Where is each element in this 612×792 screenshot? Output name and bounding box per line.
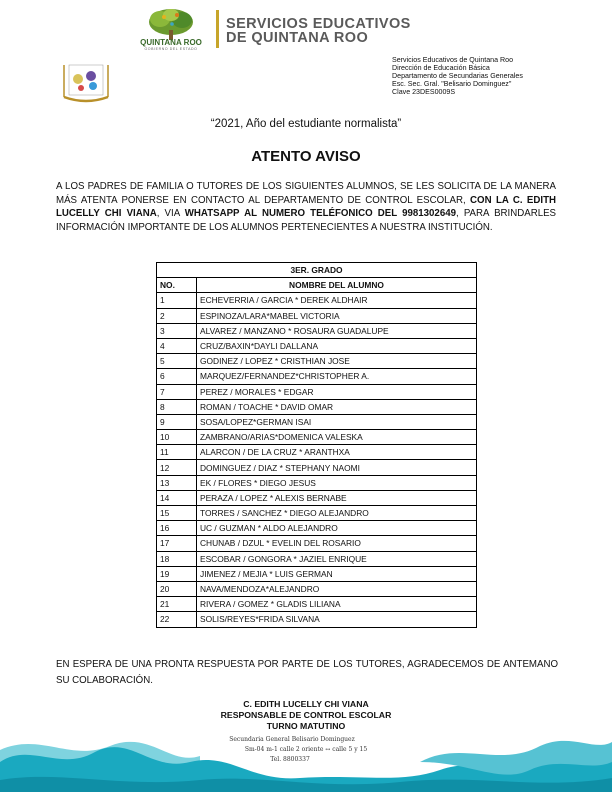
student-name: NAVA/MENDOZA*ALEJANDRO <box>197 581 477 596</box>
student-row <box>157 521 477 536</box>
column-header-row <box>157 278 477 293</box>
header-divider <box>216 10 219 48</box>
student-row <box>157 323 477 338</box>
intro-whatsapp-number: WHATSAPP AL NUMERO TELÉFONICO DEL 9981302649 <box>184 208 456 220</box>
students-table <box>156 262 477 628</box>
student-row <box>157 354 477 369</box>
student-number: 2 <box>157 308 197 323</box>
student-name: UC / GUZMAN * ALDO ALEJANDRO <box>197 521 477 536</box>
grade-header: 3ER. GRADO <box>157 263 477 278</box>
footer-address-line-1: Secundaria General Belisario Dominguez <box>229 736 355 743</box>
student-number: 20 <box>157 581 197 596</box>
student-name: PEREZ / MORALES * EDGAR <box>197 384 477 399</box>
student-row <box>157 308 477 323</box>
org-name-line-2: DE QUINTANA ROO <box>226 30 369 46</box>
student-name: CRUZ/BAXIN*DAYLI DALLANA <box>197 338 477 353</box>
student-number: 13 <box>157 475 197 490</box>
student-rows <box>157 293 477 627</box>
signature-shift: TURNO MATUTINO <box>266 721 346 731</box>
student-row <box>157 506 477 521</box>
notice-title: ATENTO AVISO <box>251 148 361 165</box>
student-number: 15 <box>157 506 197 521</box>
intro-paragraph <box>56 180 556 235</box>
state-sublabel: GOBIERNO DEL ESTADO <box>144 47 198 51</box>
student-name: GODINEZ / LOPEZ * CRISTHIAN JOSE <box>197 354 477 369</box>
school-info-line: Departamento de Secundarias Generales <box>392 72 523 81</box>
grade-header-row <box>157 263 477 278</box>
student-row <box>157 490 477 505</box>
student-number: 1 <box>157 293 197 308</box>
student-row <box>157 551 477 566</box>
footer-phone: Tel. 8800337 <box>270 756 310 763</box>
student-number: 10 <box>157 430 197 445</box>
student-name: ALVAREZ / MANZANO * ROSAURA GUADALUPE <box>197 323 477 338</box>
student-name: ZAMBRANO/ARIAS*DOMENICA VALESKA <box>197 430 477 445</box>
student-number: 4 <box>157 338 197 353</box>
student-name: DOMINGUEZ / DIAZ * STEPHANY NAOMI <box>197 460 477 475</box>
student-number: 5 <box>157 354 197 369</box>
year-motto: “2021, Año del estudiante normalista” <box>210 118 402 130</box>
student-name: ESPINOZA/LARA*MABEL VICTORIA <box>197 308 477 323</box>
intro-contact-name: CON LA C. EDITH LUCELLY CHI VIANA <box>56 194 556 220</box>
state-label: QUINTANA ROO <box>140 38 202 47</box>
intro-text: , PARA BRINDARLES INFORMACIÓN IMPORTANTE DE LOS ALUMNOS PERTENECIENTES A NUESTRA INSTITUCIÓN. <box>56 208 556 234</box>
student-name: EK / FLORES * DIEGO JESUS <box>197 475 477 490</box>
signature-role: RESPONSABLE DE CONTROL ESCOLAR <box>220 710 392 720</box>
student-number: 6 <box>157 369 197 384</box>
student-number: 16 <box>157 521 197 536</box>
student-row <box>157 581 477 596</box>
student-row <box>157 430 477 445</box>
student-name: TORRES / SANCHEZ * DIEGO ALEJANDRO <box>197 506 477 521</box>
school-info-line: Clave 23DES0009S <box>392 88 456 97</box>
student-number: 19 <box>157 566 197 581</box>
student-row <box>157 414 477 429</box>
school-crest-logo <box>61 61 111 103</box>
student-number: 9 <box>157 414 197 429</box>
student-number: 18 <box>157 551 197 566</box>
student-number: 22 <box>157 612 197 627</box>
school-info-line: Esc. Sec. Gral. "Belisario Dominguez" <box>392 80 512 89</box>
student-row <box>157 399 477 414</box>
student-number: 17 <box>157 536 197 551</box>
student-row <box>157 338 477 353</box>
student-name: MARQUEZ/FERNANDEZ*CHRISTOPHER A. <box>197 369 477 384</box>
student-row <box>157 612 477 627</box>
student-row <box>157 445 477 460</box>
student-name: ALARCON / DE LA CRUZ * ARANTHXA <box>197 445 477 460</box>
student-name: JIMENEZ / MEJIA * LUIS GERMAN <box>197 566 477 581</box>
student-row <box>157 384 477 399</box>
org-name-line-1: SERVICIOS EDUCATIVOS <box>226 16 411 32</box>
school-info-line: Servicios Educativos de Quintana Roo <box>392 56 514 64</box>
student-row <box>157 475 477 490</box>
student-name: ESCOBAR / GONGORA * JAZIEL ENRIQUE <box>197 551 477 566</box>
intro-text: A LOS PADRES DE FAMILIA O TUTORES DE LOS SIGUIENTES ALUMNOS, SE LES SOLICITA DE LA MANERA MÁS ATENTA PONERSE EN CONTACTO AL DEPARTAMENTO DE CONTROL ESCOLAR, <box>56 181 556 206</box>
column-header-number: NO. <box>157 278 197 293</box>
column-header-name: NOMBRE DEL ALUMNO <box>197 278 477 293</box>
student-number: 21 <box>157 597 197 612</box>
footer-address-line-2: Sm-04 m-1 calle 2 oriente ↔ calle 5 y 15 <box>244 746 368 753</box>
student-row <box>157 293 477 308</box>
student-number: 8 <box>157 399 197 414</box>
student-row <box>157 460 477 475</box>
closing-paragraph: EN ESPERA DE UNA PRONTA RESPUESTA POR PARTE DE LOS TUTORES, AGRADECEMOS DE ANTEMANO SU COLABORACIÓN. <box>56 659 558 686</box>
student-name: ROMAN / TOACHE * DAVID OMAR <box>197 399 477 414</box>
student-number: 7 <box>157 384 197 399</box>
student-number: 12 <box>157 460 197 475</box>
student-number: 11 <box>157 445 197 460</box>
student-name: ECHEVERRIA / GARCIA * DEREK ALDHAIR <box>197 293 477 308</box>
student-number: 3 <box>157 323 197 338</box>
student-name: SOLIS/REYES*FRIDA SILVANA <box>197 612 477 627</box>
student-name: SOSA/LOPEZ*GERMAN ISAI <box>197 414 477 429</box>
student-number: 14 <box>157 490 197 505</box>
student-name: PERAZA / LOPEZ * ALEXIS BERNABE <box>197 490 477 505</box>
student-row <box>157 369 477 384</box>
school-info-line: Dirección de Educación Básica <box>392 64 490 73</box>
intro-text: , VIA <box>156 208 185 220</box>
student-row <box>157 566 477 581</box>
student-name: CHUNAB / DZUL * EVELIN DEL ROSARIO <box>197 536 477 551</box>
signature-name: C. EDITH LUCELLY CHI VIANA <box>243 699 369 709</box>
student-row <box>157 597 477 612</box>
student-name: RIVERA / GOMEZ * GLADIS LILIANA <box>197 597 477 612</box>
student-row <box>157 536 477 551</box>
school-info-block <box>392 56 523 96</box>
